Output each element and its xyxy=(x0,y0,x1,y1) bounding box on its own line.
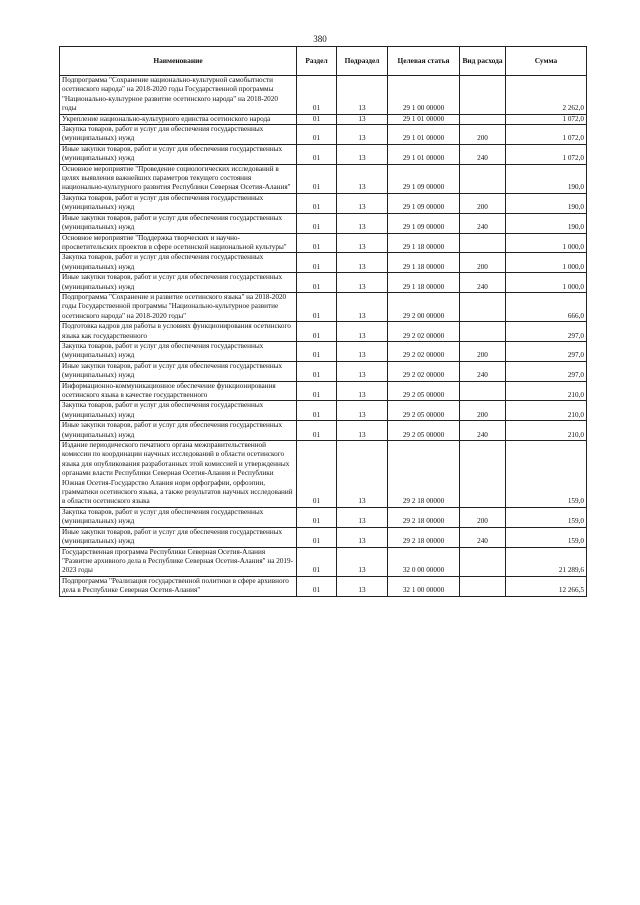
row-section-cell: 01 xyxy=(297,164,337,193)
row-name-cell: Закупка товаров, работ и услуг для обеспечения государственных (муниципальных) нужд xyxy=(60,507,297,527)
row-sum-cell: 190,0 xyxy=(506,193,587,213)
table-row xyxy=(60,193,587,213)
row-section-cell: 01 xyxy=(297,507,337,527)
row-section-cell: 01 xyxy=(297,576,337,596)
row-section-cell: 01 xyxy=(297,441,337,508)
row-subsection-cell: 13 xyxy=(337,576,388,596)
table-row xyxy=(60,421,587,441)
row-sum-cell: 1 072,0 xyxy=(506,125,587,145)
row-expense-cell: 200 xyxy=(460,507,506,527)
row-subsection-cell: 13 xyxy=(337,341,388,361)
row-subsection-cell: 13 xyxy=(337,125,388,145)
row-section-cell: 01 xyxy=(297,125,337,145)
row-name-cell: Иные закупки товаров, работ и услуг для обеспечения государственных (муниципальных) нужд xyxy=(60,421,297,441)
row-section-cell: 01 xyxy=(297,144,337,164)
row-subsection-cell: 13 xyxy=(337,381,388,401)
row-expense-cell: 240 xyxy=(460,527,506,547)
row-subsection-cell: 13 xyxy=(337,507,388,527)
row-expense-cell: 200 xyxy=(460,401,506,421)
row-expense-cell xyxy=(460,233,506,253)
row-target-cell: 29 2 18 00000 xyxy=(388,527,460,547)
row-subsection-cell: 13 xyxy=(337,322,388,342)
row-expense-cell: 200 xyxy=(460,341,506,361)
row-sum-cell: 1 072,0 xyxy=(506,114,587,124)
row-expense-cell xyxy=(460,292,506,321)
row-sum-cell: 297,0 xyxy=(506,341,587,361)
row-section-cell: 01 xyxy=(297,547,337,576)
row-expense-cell: 240 xyxy=(460,421,506,441)
table-row xyxy=(60,125,587,145)
row-subsection-cell: 13 xyxy=(337,401,388,421)
row-sum-cell: 1 000,0 xyxy=(506,273,587,293)
table-row xyxy=(60,114,587,124)
table-row xyxy=(60,292,587,321)
row-name-cell: Основное мероприятие "Проведение социологических исследований в целях выявления важнейших параметров текущего состояния национально-культурного развития Республики Северная Осетия-Алания" xyxy=(60,164,297,193)
row-sum-cell: 159,0 xyxy=(506,441,587,508)
row-name-cell: Подготовка кадров для работы в условиях функционирования осетинского языка как государственного xyxy=(60,322,297,342)
row-section-cell: 01 xyxy=(297,273,337,293)
header-target: Целевая статья xyxy=(388,47,460,76)
row-target-cell: 29 2 05 00000 xyxy=(388,381,460,401)
row-name-cell: Закупка товаров, работ и услуг для обеспечения государственных (муниципальных) нужд xyxy=(60,401,297,421)
row-expense-cell xyxy=(460,322,506,342)
header-expense: Вид расхода xyxy=(460,47,506,76)
row-subsection-cell: 13 xyxy=(337,193,388,213)
row-name-cell: Иные закупки товаров, работ и услуг для обеспечения государственных (муниципальных) нужд xyxy=(60,527,297,547)
row-sum-cell: 190,0 xyxy=(506,164,587,193)
row-target-cell: 32 0 00 00000 xyxy=(388,547,460,576)
page-number: 380 xyxy=(313,34,327,44)
header-sum: Сумма xyxy=(506,47,587,76)
row-sum-cell: 210,0 xyxy=(506,401,587,421)
row-name-cell: Закупка товаров, работ и услуг для обеспечения государственных (муниципальных) нужд xyxy=(60,341,297,361)
row-name-cell: Информационно-коммуникационное обеспечение функционирования осетинского языка в качестве государственного xyxy=(60,381,297,401)
row-name-cell: Закупка товаров, работ и услуг для обеспечения государственных (муниципальных) нужд xyxy=(60,125,297,145)
row-sum-cell: 297,0 xyxy=(506,361,587,381)
row-name-cell: Закупка товаров, работ и услуг для обеспечения государственных (муниципальных) нужд xyxy=(60,253,297,273)
table-row xyxy=(60,547,587,576)
row-name-cell: Подпрограмма "Сохранение национально-культурной самобытности осетинского народа" на 2018-2020 годы Государственной программы "Национально-культурное развитие осетинского народа" на 2018-2020 годы xyxy=(60,76,297,115)
row-name-cell: Издание периодического печатного органа межправительственной комиссии по координации научных исследований в области осетинского языка для опубликования разработанных этой комиссией и утвержденных органами власти Республики Северная Осетия-Алания и Республики Южная Осетия-Государство Алания норм орфографии, орфоэпии, грамматики осетинского языка, а также результатов научных исследований в области осетинского языка xyxy=(60,441,297,508)
row-expense-cell xyxy=(460,547,506,576)
table-row xyxy=(60,213,587,233)
row-target-cell: 29 2 00 00000 xyxy=(388,292,460,321)
row-sum-cell: 210,0 xyxy=(506,381,587,401)
table-row xyxy=(60,233,587,253)
row-target-cell: 29 1 09 00000 xyxy=(388,193,460,213)
row-subsection-cell: 13 xyxy=(337,144,388,164)
row-expense-cell xyxy=(460,441,506,508)
table-row xyxy=(60,164,587,193)
row-target-cell: 29 2 05 00000 xyxy=(388,401,460,421)
row-expense-cell xyxy=(460,381,506,401)
row-subsection-cell: 13 xyxy=(337,233,388,253)
row-target-cell: 32 1 00 00000 xyxy=(388,576,460,596)
row-name-cell: Иные закупки товаров, работ и услуг для обеспечения государственных (муниципальных) нужд xyxy=(60,213,297,233)
row-name-cell: Иные закупки товаров, работ и услуг для обеспечения государственных (муниципальных) нужд xyxy=(60,144,297,164)
row-target-cell: 29 2 18 00000 xyxy=(388,507,460,527)
table-row xyxy=(60,507,587,527)
row-target-cell: 29 1 18 00000 xyxy=(388,273,460,293)
row-target-cell: 29 1 01 00000 xyxy=(388,125,460,145)
row-sum-cell: 1 000,0 xyxy=(506,233,587,253)
row-name-cell: Подпрограмма "Сохранение и развитие осетинского языка" на 2018-2020 годы Государственной программы "Национально-культурное развитие осетинского народа" на 2018-2020 годы" xyxy=(60,292,297,321)
row-expense-cell: 240 xyxy=(460,144,506,164)
table-header-row xyxy=(60,47,587,76)
row-section-cell: 01 xyxy=(297,233,337,253)
table-row xyxy=(60,527,587,547)
table-row xyxy=(60,144,587,164)
row-section-cell: 01 xyxy=(297,76,337,115)
row-sum-cell: 210,0 xyxy=(506,421,587,441)
row-name-cell: Укрепление национально-культурного единства осетинского народа xyxy=(60,114,297,124)
row-sum-cell: 1 000,0 xyxy=(506,253,587,273)
row-subsection-cell: 13 xyxy=(337,421,388,441)
table-row xyxy=(60,76,587,115)
row-expense-cell xyxy=(460,576,506,596)
row-target-cell: 29 2 02 00000 xyxy=(388,341,460,361)
row-name-cell: Государственная программа Республики Северная Осетия-Алания "Развитие архивного дела в Республике Северная Осетия-Алания" на 2019-2023 годы xyxy=(60,547,297,576)
row-target-cell: 29 1 00 00000 xyxy=(388,76,460,115)
row-section-cell: 01 xyxy=(297,253,337,273)
header-subsection: Подраздел xyxy=(337,47,388,76)
row-expense-cell: 240 xyxy=(460,273,506,293)
row-sum-cell: 1 072,0 xyxy=(506,144,587,164)
row-target-cell: 29 1 01 00000 xyxy=(388,114,460,124)
table-row xyxy=(60,322,587,342)
row-target-cell: 29 2 02 00000 xyxy=(388,322,460,342)
header-section: Раздел xyxy=(297,47,337,76)
budget-table xyxy=(59,46,587,597)
row-subsection-cell: 13 xyxy=(337,547,388,576)
row-sum-cell: 12 266,5 xyxy=(506,576,587,596)
row-expense-cell xyxy=(460,76,506,115)
table-row xyxy=(60,441,587,508)
row-name-cell: Основное мероприятие "Поддержка творческих и научно-просветительских проектов в сфере осетинской национальной культуры" xyxy=(60,233,297,253)
row-target-cell: 29 2 18 00000 xyxy=(388,441,460,508)
row-subsection-cell: 13 xyxy=(337,527,388,547)
row-target-cell: 29 1 18 00000 xyxy=(388,233,460,253)
table-row xyxy=(60,401,587,421)
row-name-cell: Иные закупки товаров, работ и услуг для обеспечения государственных (муниципальных) нужд xyxy=(60,273,297,293)
row-target-cell: 29 1 09 00000 xyxy=(388,213,460,233)
row-subsection-cell: 13 xyxy=(337,76,388,115)
row-expense-cell: 200 xyxy=(460,253,506,273)
table-row xyxy=(60,576,587,596)
row-sum-cell: 21 289,6 xyxy=(506,547,587,576)
row-subsection-cell: 13 xyxy=(337,361,388,381)
row-subsection-cell: 13 xyxy=(337,292,388,321)
row-expense-cell: 200 xyxy=(460,125,506,145)
row-target-cell: 29 1 09 00000 xyxy=(388,164,460,193)
row-section-cell: 01 xyxy=(297,193,337,213)
row-section-cell: 01 xyxy=(297,292,337,321)
row-sum-cell: 159,0 xyxy=(506,507,587,527)
table-row xyxy=(60,253,587,273)
row-target-cell: 29 2 05 00000 xyxy=(388,421,460,441)
row-sum-cell: 297,0 xyxy=(506,322,587,342)
row-subsection-cell: 13 xyxy=(337,114,388,124)
row-expense-cell xyxy=(460,114,506,124)
row-expense-cell xyxy=(460,164,506,193)
row-sum-cell: 190,0 xyxy=(506,213,587,233)
row-target-cell: 29 2 02 00000 xyxy=(388,361,460,381)
row-expense-cell: 240 xyxy=(460,361,506,381)
row-section-cell: 01 xyxy=(297,114,337,124)
row-section-cell: 01 xyxy=(297,322,337,342)
row-section-cell: 01 xyxy=(297,361,337,381)
table-row xyxy=(60,361,587,381)
row-section-cell: 01 xyxy=(297,213,337,233)
row-name-cell: Подпрограмма "Реализация государственной политики в сфере архивного дела в Республике Северная Осетия-Алания" xyxy=(60,576,297,596)
row-expense-cell: 200 xyxy=(460,193,506,213)
row-subsection-cell: 13 xyxy=(337,164,388,193)
row-subsection-cell: 13 xyxy=(337,273,388,293)
row-subsection-cell: 13 xyxy=(337,213,388,233)
table-row xyxy=(60,381,587,401)
row-section-cell: 01 xyxy=(297,401,337,421)
row-subsection-cell: 13 xyxy=(337,253,388,273)
row-section-cell: 01 xyxy=(297,527,337,547)
row-section-cell: 01 xyxy=(297,341,337,361)
row-section-cell: 01 xyxy=(297,421,337,441)
row-name-cell: Закупка товаров, работ и услуг для обеспечения государственных (муниципальных) нужд xyxy=(60,193,297,213)
table-row xyxy=(60,273,587,293)
row-sum-cell: 159,0 xyxy=(506,527,587,547)
row-target-cell: 29 1 18 00000 xyxy=(388,253,460,273)
row-subsection-cell: 13 xyxy=(337,441,388,508)
row-name-cell: Иные закупки товаров, работ и услуг для обеспечения государственных (муниципальных) нужд xyxy=(60,361,297,381)
row-sum-cell: 666,0 xyxy=(506,292,587,321)
row-section-cell: 01 xyxy=(297,381,337,401)
table-row xyxy=(60,341,587,361)
row-expense-cell: 240 xyxy=(460,213,506,233)
row-sum-cell: 2 262,0 xyxy=(506,76,587,115)
row-target-cell: 29 1 01 00000 xyxy=(388,144,460,164)
header-name: Наименование xyxy=(60,47,297,76)
